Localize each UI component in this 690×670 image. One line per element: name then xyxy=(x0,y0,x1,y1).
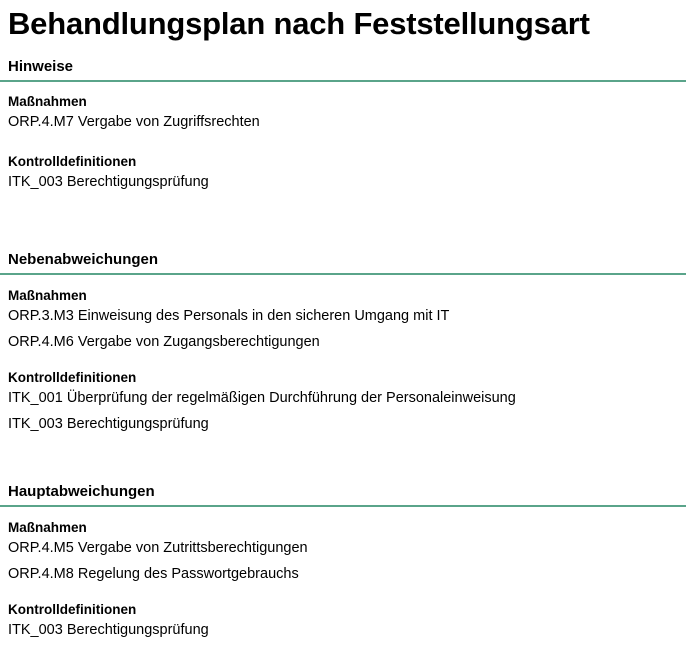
kontroll-item: ITK_003 Berechtigungsprüfung xyxy=(8,416,209,432)
massnahmen-label: Maßnahmen xyxy=(8,288,87,303)
section-header xyxy=(0,483,686,507)
kontroll-group xyxy=(8,153,686,197)
massnahmen-group xyxy=(8,93,686,137)
section-title: Hinweise xyxy=(8,58,74,75)
massnahmen-group xyxy=(8,519,686,589)
kontroll-group xyxy=(8,601,686,645)
massnahme-item: ORP.4.M6 Vergabe von Zugangsberechtigungen xyxy=(8,334,320,350)
kontroll-label: Kontrolldefinitionen xyxy=(8,154,137,169)
page-title: Behandlungsplan nach Feststellungsart xyxy=(8,6,590,41)
section-header xyxy=(0,58,686,82)
kontroll-item: ITK_003 Berechtigungsprüfung xyxy=(8,622,209,638)
massnahme-item: ORP.4.M7 Vergabe von Zugriffsrechten xyxy=(8,114,260,130)
massnahmen-label: Maßnahmen xyxy=(8,520,87,535)
section-hauptabweichungen xyxy=(0,483,686,645)
section-title: Nebenabweichungen xyxy=(8,251,159,268)
massnahme-item: ORP.4.M8 Regelung des Passwortgebrauchs xyxy=(8,566,299,582)
section-header xyxy=(0,251,686,275)
kontroll-label: Kontrolldefinitionen xyxy=(8,370,137,385)
section-nebenabweichungen xyxy=(0,251,686,439)
massnahme-item: ORP.4.M5 Vergabe von Zutrittsberechtigungen xyxy=(8,540,308,556)
massnahmen-group xyxy=(8,287,686,357)
section-hinweise xyxy=(0,58,686,197)
kontroll-item: ITK_003 Berechtigungsprüfung xyxy=(8,174,209,190)
kontroll-group xyxy=(8,369,686,439)
section-title: Hauptabweichungen xyxy=(8,483,155,500)
massnahme-item: ORP.3.M3 Einweisung des Personals in den sicheren Umgang mit IT xyxy=(8,308,450,324)
kontroll-label: Kontrolldefinitionen xyxy=(8,602,137,617)
kontroll-item: ITK_001 Überprüfung der regelmäßigen Durchführung der Personaleinweisung xyxy=(8,390,516,406)
massnahmen-label: Maßnahmen xyxy=(8,94,87,109)
